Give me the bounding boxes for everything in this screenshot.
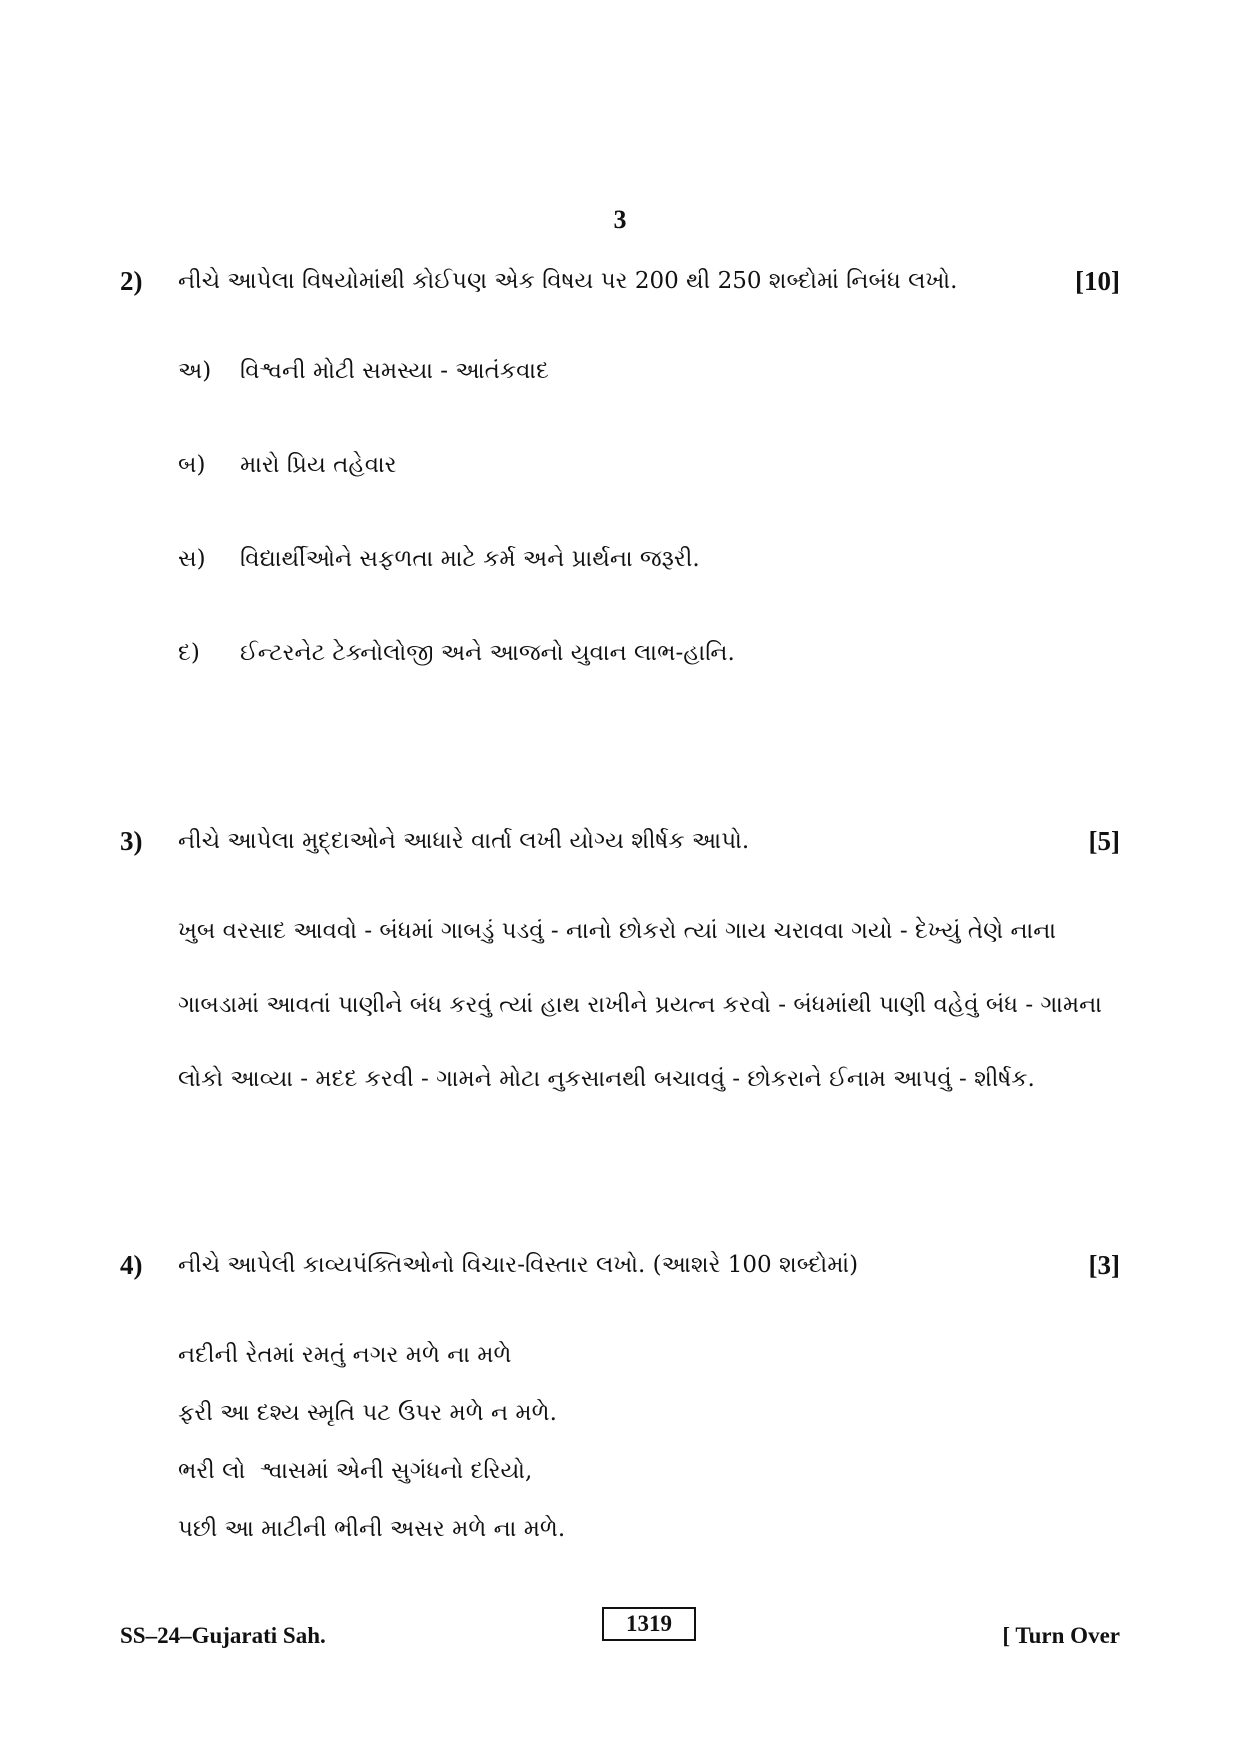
question-number: 2) (120, 266, 143, 296)
question-marks: [10] (1075, 266, 1120, 296)
question-text: નીચે આપેલા મુદ્દાઓને આધારે વાર્તા લખી યોગ્ય શીર્ષક આપો. (178, 828, 750, 854)
poem-line: ભરી લો શ્વાસમાં એની સુગંધનો દરિયો, (178, 1458, 533, 1484)
question-2-header (120, 266, 1120, 306)
poem-line: ફરી આ દશ્ય સ્મૃતિ પટ ઉપર મળે ન મળે. (178, 1400, 557, 1426)
option-label: અ) (178, 358, 212, 384)
paper-code: SS–24–Gujarati Sah. (120, 1623, 326, 1648)
poem-line: નદીની રેતમાં રમતું નગર મળે ના મળે (178, 1342, 512, 1368)
option-c (178, 546, 700, 572)
option-label: બ) (178, 452, 206, 478)
option-a (178, 358, 549, 384)
question-text: નીચે આપેલી કાવ્યપંક્તિઓનો વિચાર-વિસ્તાર લખો. (આશરે 100 શબ્દોમાં) (178, 1252, 859, 1278)
story-points-line: ગાબડામાં આવતાં પાણીને બંધ કરવું ત્યાં હાથ રાખીને પ્રયત્ન કરવો - બંધમાંથી પાણી વહેવું બંધ - ગામના (178, 992, 1102, 1018)
option-b (178, 452, 397, 478)
question-number: 3) (120, 826, 143, 856)
question-4-header (120, 1250, 1120, 1290)
option-text: મારો પ્રિય તહેવાર (240, 452, 397, 478)
question-text: નીચે આપેલા વિષયોમાંથી કોઈપણ એક વિષય પર 200 થી 250 શબ્દોમાં નિબંધ લખો. (178, 268, 958, 294)
option-label: સ) (178, 546, 206, 572)
question-marks: [5] (1088, 826, 1120, 856)
question-marks: [3] (1088, 1250, 1120, 1280)
option-text: ઈન્ટરનેટ ટેક્નોલોજી અને આજનો યુવાન લાભ-હાનિ. (240, 640, 735, 666)
option-d (178, 640, 735, 666)
poem-line: પછી આ માટીની ભીની અસર મળે ના મળે. (178, 1516, 566, 1542)
question-3-header (120, 826, 1120, 866)
booklet-code-box: 1319 (602, 1607, 696, 1641)
story-points-line: ખુબ વરસાદ આવવો - બંધમાં ગાબડું પડવું - નાનો છોકરો ત્યાં ગાય ચરાવવા ગયો - દેખ્યું તેણે નાના (178, 918, 1057, 944)
option-label: દ) (178, 640, 200, 666)
story-points-line: લોકો આવ્યા - મદદ કરવી - ગામને મોટા નુકસાનથી બચાવવું - છોકરાને ઈનામ આપવું - શીર્ષક. (178, 1066, 1035, 1092)
option-text: વિશ્વની મોટી સમસ્યા - આતંકવાદ (240, 358, 549, 384)
question-number: 4) (120, 1250, 143, 1280)
page-number: 3 (613, 205, 627, 234)
turn-over-label: [ Turn Over (1002, 1623, 1120, 1648)
option-text: વિદ્યાર્થીઓને સફળતા માટે કર્મ અને પ્રાર્થના જરૂરી. (240, 546, 700, 572)
